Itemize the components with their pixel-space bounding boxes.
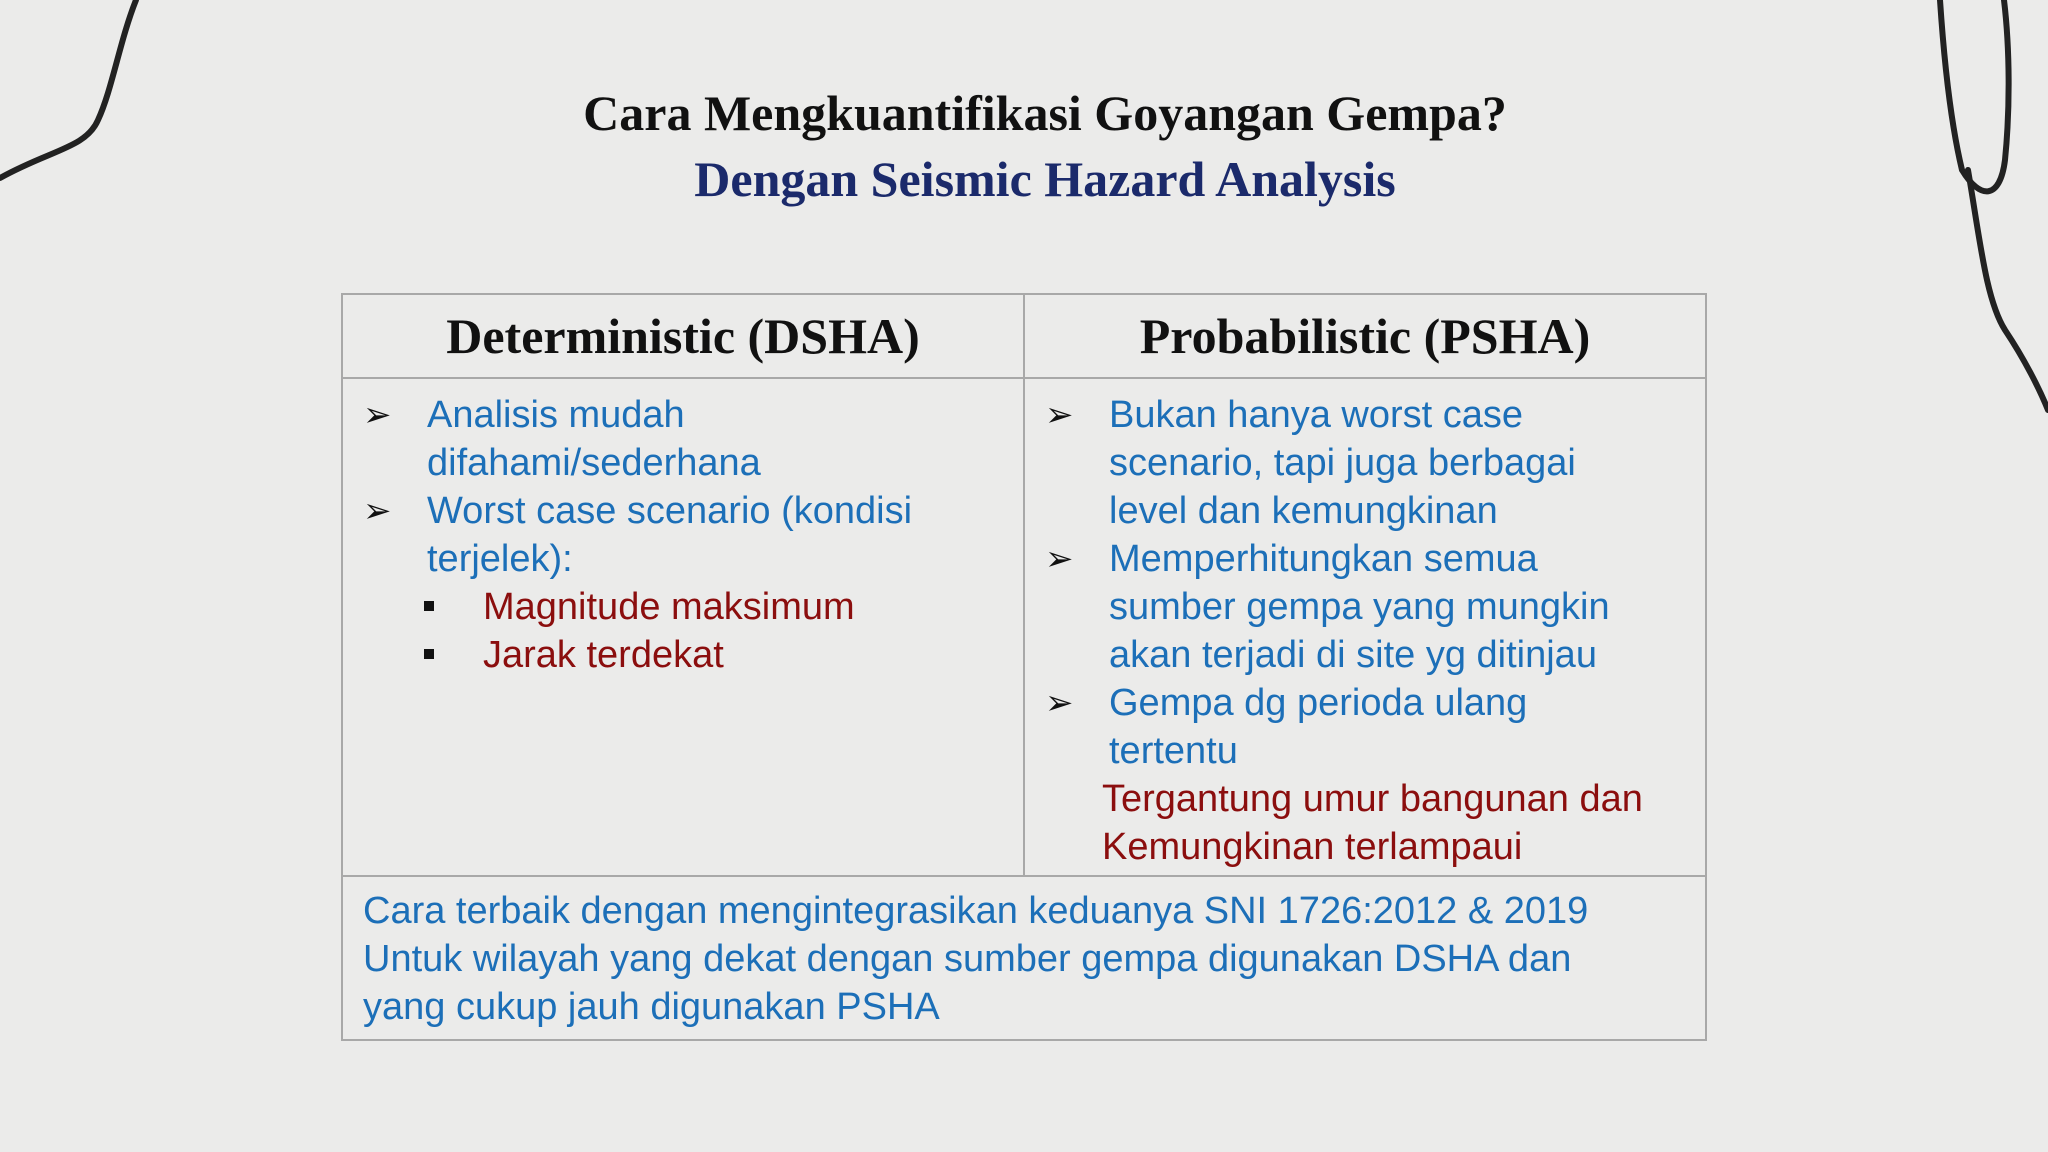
- arrow-bullet-icon: ➢: [363, 492, 392, 530]
- psha-cell: [1024, 378, 1706, 876]
- title-subtitle: Dengan Seismic Hazard Analysis: [694, 151, 1396, 207]
- psha-bullet1-line1: Bukan hanya worst case: [1109, 394, 1524, 436]
- psha-bullet1-line2: scenario, tapi juga berbagai: [1109, 442, 1576, 484]
- dsha-bullet1-line2: difahami/sederhana: [427, 442, 761, 484]
- footer-cell: [342, 876, 1706, 1040]
- header-dsha: Deterministic (DSHA): [342, 294, 1024, 378]
- square-bullet-icon: [424, 649, 434, 659]
- footer-line3: yang cukup jauh digunakan PSHA: [363, 986, 940, 1028]
- psha-bullet3-line2: tertentu: [1109, 730, 1238, 772]
- psha-bullet2-line2: sumber gempa yang mungkin: [1109, 586, 1610, 628]
- arrow-bullet-icon: ➢: [363, 396, 392, 434]
- table-footer-row: [342, 876, 1706, 1040]
- title-block: [0, 80, 2048, 212]
- dsha-bullet2-line1: Worst case scenario (kondisi: [427, 490, 913, 532]
- arrow-bullet-icon: ➢: [1045, 396, 1074, 434]
- dsha-sub1: Magnitude maksimum: [483, 586, 855, 628]
- footer-line1: Cara terbaik dengan mengintegrasikan keduanya SNI 1726:2012 & 2019: [363, 890, 1589, 932]
- dsha-cell: [342, 378, 1024, 876]
- header-psha: Probabilistic (PSHA): [1024, 294, 1706, 378]
- psha-bullet2-line1: Memperhitungkan semua: [1109, 538, 1538, 580]
- dsha-bullet1-line1: Analisis mudah: [427, 394, 685, 436]
- dsha-bullet2-line2: terjelek):: [427, 538, 573, 580]
- table-body-row: [342, 378, 1706, 876]
- title-question: Cara Mengkuantifikasi Goyangan Gempa?: [583, 85, 1507, 141]
- psha-bullet3-line1: Gempa dg perioda ulang: [1109, 682, 1528, 724]
- comparison-table: [341, 293, 1707, 1041]
- square-bullet-icon: [424, 601, 434, 611]
- psha-bullet2-line3: akan terjadi di site yg ditinjau: [1109, 634, 1597, 676]
- psha-note-line1: Tergantung umur bangunan dan: [1102, 778, 1643, 820]
- footer-line2: Untuk wilayah yang dekat dengan sumber gempa digunakan DSHA dan: [363, 938, 1572, 980]
- arrow-bullet-icon: ➢: [1045, 540, 1074, 578]
- arrow-bullet-icon: ➢: [1045, 684, 1074, 722]
- table-header-row: [342, 294, 1706, 378]
- dsha-sub2: Jarak terdekat: [483, 634, 724, 676]
- psha-note-line2: Kemungkinan terlampaui: [1102, 826, 1523, 868]
- psha-bullet1-line3: level dan kemungkinan: [1109, 490, 1498, 532]
